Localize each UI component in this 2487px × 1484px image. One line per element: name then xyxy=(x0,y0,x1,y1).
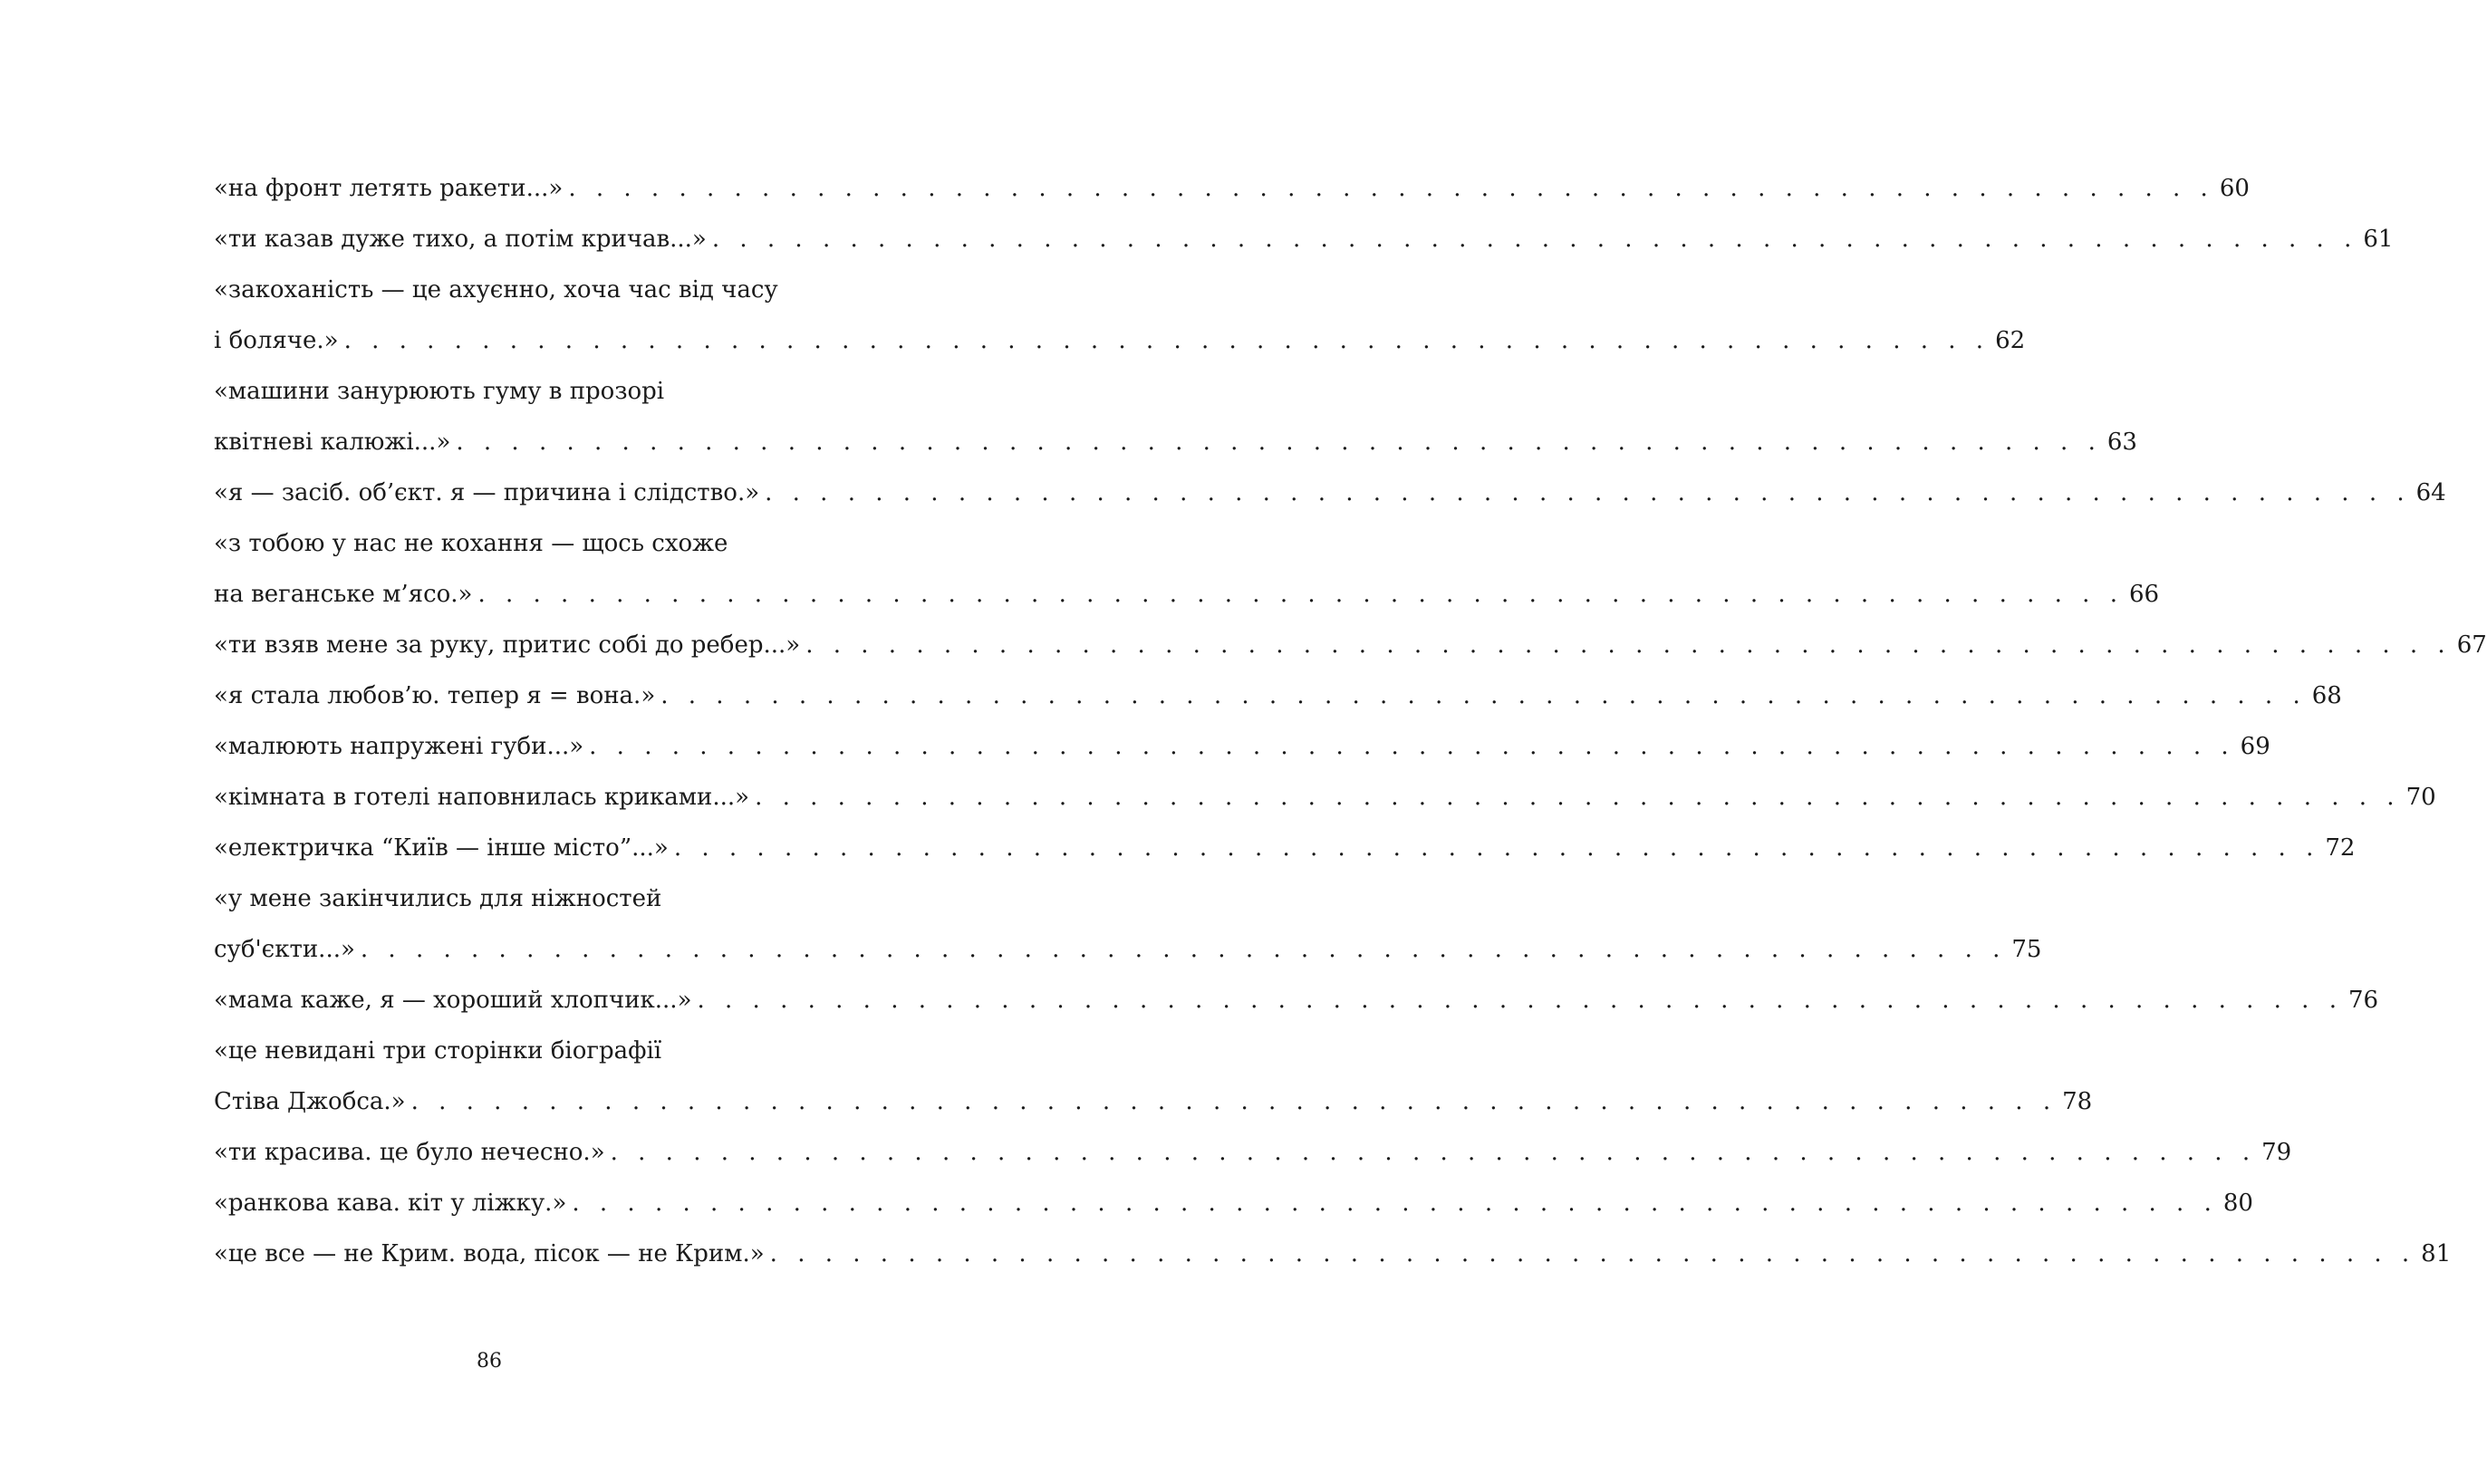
toc-entry-line xyxy=(214,772,2436,823)
toc-entry xyxy=(214,975,2379,1026)
page-number: 86 xyxy=(477,1350,502,1373)
toc-entry xyxy=(214,366,2137,467)
toc-entry-line xyxy=(214,620,2487,670)
toc-entry xyxy=(214,873,2042,975)
toc-entry-line xyxy=(214,265,844,315)
toc-entry xyxy=(214,1178,2253,1229)
toc-entry-page: 63 xyxy=(2106,429,2137,456)
toc-entry-line xyxy=(214,467,2446,518)
toc-entry xyxy=(214,620,2487,670)
toc-entry xyxy=(214,823,2356,873)
toc-entry-title: «машини занурюють гуму в прозорі xyxy=(214,378,665,405)
toc-entry-page: 70 xyxy=(2405,784,2436,811)
toc-entry-title: «електричка “Київ — інше місто”...» xyxy=(214,834,669,862)
toc-entry-page: 66 xyxy=(2128,581,2160,608)
toc-entry-title: «ти взяв мене за руку, притис собі до ребер...» xyxy=(214,631,801,659)
toc-entry-line xyxy=(214,163,2250,214)
toc-entry-title: «це все — не Крим. вода, пісок — не Крим.» xyxy=(214,1240,765,1267)
toc-entry xyxy=(214,721,2270,772)
toc-entry xyxy=(214,1229,2452,1279)
dot-leader: . . . . . . . . . . . . . . . . . . . . . . . . . . . . . . . . . . . . . . . . . . . . . . . . . . . . . . . . . . . . xyxy=(572,1190,2218,1217)
toc-entry-line xyxy=(214,975,2379,1026)
toc-entry-title: квітневі калюжі...» xyxy=(214,429,451,456)
toc-entry xyxy=(214,214,2394,265)
toc-entry-page: 61 xyxy=(2363,226,2394,253)
toc-entry-line xyxy=(214,366,844,417)
toc-entry-title: «я стала любов’ю. тепер я = вона.» xyxy=(214,682,656,709)
toc-entry xyxy=(214,265,2026,366)
toc-entry-title: «ранкова кава. кіт у ліжку.» xyxy=(214,1190,567,1217)
toc-entry-page: 64 xyxy=(2415,479,2446,506)
toc-entry xyxy=(214,163,2250,214)
toc-entry-page: 60 xyxy=(2219,175,2250,202)
toc-entry-title: на веганське м’ясо.» xyxy=(214,581,473,608)
toc-entry-page: 67 xyxy=(2456,631,2487,659)
toc-entry-title: «малюють напружені губи...» xyxy=(214,733,584,760)
toc-entry xyxy=(214,1026,2093,1127)
toc-entry-title: «я — засіб. об’єкт. я — причина і слідство.» xyxy=(214,479,760,506)
dot-leader: . . . . . . . . . . . . . . . . . . . . . . . . . . . . . . . . . . . . . . . . . . . . . . . . . . . . . . . . . . . . xyxy=(610,1139,2257,1166)
toc-entry-title: Стіва Джобса.» xyxy=(214,1088,406,1115)
toc-entry-line xyxy=(214,924,2042,975)
dot-leader: . . . . . . . . . . . . . . . . . . . . . . . . . . . . . . . . . . . . . . . . . . . . . . . . . . . . . . . . . . . . xyxy=(568,175,2214,202)
toc-entry-line xyxy=(214,1229,2452,1279)
toc-entry-line xyxy=(214,214,2394,265)
dot-leader: . . . . . . . . . . . . . . . . . . . . . . . . . . . . . . . . . . . . . . . . . . . . . . . . . . . . . . . . . . . . xyxy=(711,226,2358,253)
toc-entry-line xyxy=(214,873,844,924)
toc-entry-title: «з тобою у нас не кохання — щось схоже xyxy=(214,530,728,557)
toc-entry-title: «ти казав дуже тихо, а потім кричав...» xyxy=(214,226,707,253)
toc-entry-page: 69 xyxy=(2240,733,2270,760)
toc-entry-line xyxy=(214,670,2342,721)
dot-leader: . . . . . . . . . . . . . . . . . . . . . . . . . . . . . . . . . . . . . . . . . . . . . . . . . . . . . . . . . . . . xyxy=(477,581,2124,608)
toc-entry-line xyxy=(214,1178,2253,1229)
toc-entry-page: 62 xyxy=(1995,327,2026,354)
toc-entry xyxy=(214,467,2446,518)
toc-entry-title: «у мене закінчились для ніжностей xyxy=(214,885,662,912)
toc-entry-page: 81 xyxy=(2421,1240,2452,1267)
toc-entry-line xyxy=(214,569,2160,620)
dot-leader: . . . . . . . . . . . . . . . . . . . . . . . . . . . . . . . . . . . . . . . . . . . . . . . . . . . . . . . . . . . . xyxy=(589,733,2235,760)
toc-entry-line xyxy=(214,315,2026,366)
dot-leader: . . . . . . . . . . . . . . . . . . . . . . . . . . . . . . . . . . . . . . . . . . . . . . . . . . . . . . . . . . . . xyxy=(456,429,2102,456)
toc-entry-title: і боляче.» xyxy=(214,327,339,354)
table-of-contents xyxy=(214,163,2487,1279)
toc-entry-title: «це невидані три сторінки біографії xyxy=(214,1037,662,1065)
toc-entry-line xyxy=(214,518,844,569)
toc-entry-title: «кімната в готелі наповнилась криками...» xyxy=(214,784,750,811)
toc-entry-line xyxy=(214,823,2356,873)
dot-leader: . . . . . . . . . . . . . . . . . . . . . . . . . . . . . . . . . . . . . . . . . . . . . . . . . . . . . . . . . . . . xyxy=(805,631,2452,659)
toc-entry-title: «закоханість — це ахуєнно, хоча час від часу xyxy=(214,276,778,304)
toc-entry-line xyxy=(214,417,2137,467)
toc-entry-line xyxy=(214,1076,2093,1127)
toc-entry xyxy=(214,772,2436,823)
toc-entry xyxy=(214,1127,2292,1178)
toc-entry-title: «мама каже, я — хороший хлопчик...» xyxy=(214,987,692,1014)
toc-entry-page: 75 xyxy=(2011,936,2042,963)
toc-entry-title: «ти красива. це було нечесно.» xyxy=(214,1139,605,1166)
dot-leader: . . . . . . . . . . . . . . . . . . . . . . . . . . . . . . . . . . . . . . . . . . . . . . . . . . . . . . . . . . . . xyxy=(697,987,2343,1014)
dot-leader: . . . . . . . . . . . . . . . . . . . . . . . . . . . . . . . . . . . . . . . . . . . . . . . . . . . . . . . . . . . . xyxy=(660,682,2307,709)
dot-leader: . . . . . . . . . . . . . . . . . . . . . . . . . . . . . . . . . . . . . . . . . . . . . . . . . . . . . . . . . . . . xyxy=(360,936,2007,963)
dot-leader: . . . . . . . . . . . . . . . . . . . . . . . . . . . . . . . . . . . . . . . . . . . . . . . . . . . . . . . . . . . . xyxy=(769,1240,2416,1267)
toc-entry-title: суб'єкти...» xyxy=(214,936,355,963)
toc-entry-page: 72 xyxy=(2325,834,2356,862)
toc-entry-line xyxy=(214,721,2270,772)
dot-leader: . . . . . . . . . . . . . . . . . . . . . . . . . . . . . . . . . . . . . . . . . . . . . . . . . . . . . . . . . . . . xyxy=(755,784,2401,811)
dot-leader: . . . . . . . . . . . . . . . . . . . . . . . . . . . . . . . . . . . . . . . . . . . . . . . . . . . . . . . . . . . . xyxy=(765,479,2411,506)
toc-entry-title: «на фронт летять ракети...» xyxy=(214,175,564,202)
toc-entry-page: 78 xyxy=(2062,1088,2093,1115)
toc-entry-page: 76 xyxy=(2347,987,2379,1014)
toc-entry-line xyxy=(214,1127,2292,1178)
dot-leader: . . . . . . . . . . . . . . . . . . . . . . . . . . . . . . . . . . . . . . . . . . . . . . . . . . . . . . . . . . . . xyxy=(673,834,2320,862)
dot-leader: . . . . . . . . . . . . . . . . . . . . . . . . . . . . . . . . . . . . . . . . . . . . . . . . . . . . . . . . . . . . xyxy=(410,1088,2058,1115)
toc-entry-page: 68 xyxy=(2311,682,2342,709)
toc-entry-page: 79 xyxy=(2261,1139,2292,1166)
toc-entry-page: 80 xyxy=(2222,1190,2253,1217)
toc-entry xyxy=(214,518,2160,620)
toc-entry xyxy=(214,670,2342,721)
toc-entry-line xyxy=(214,1026,844,1076)
dot-leader: . . . . . . . . . . . . . . . . . . . . . . . . . . . . . . . . . . . . . . . . . . . . . . . . . . . . . . . . . . . . xyxy=(343,327,1991,354)
